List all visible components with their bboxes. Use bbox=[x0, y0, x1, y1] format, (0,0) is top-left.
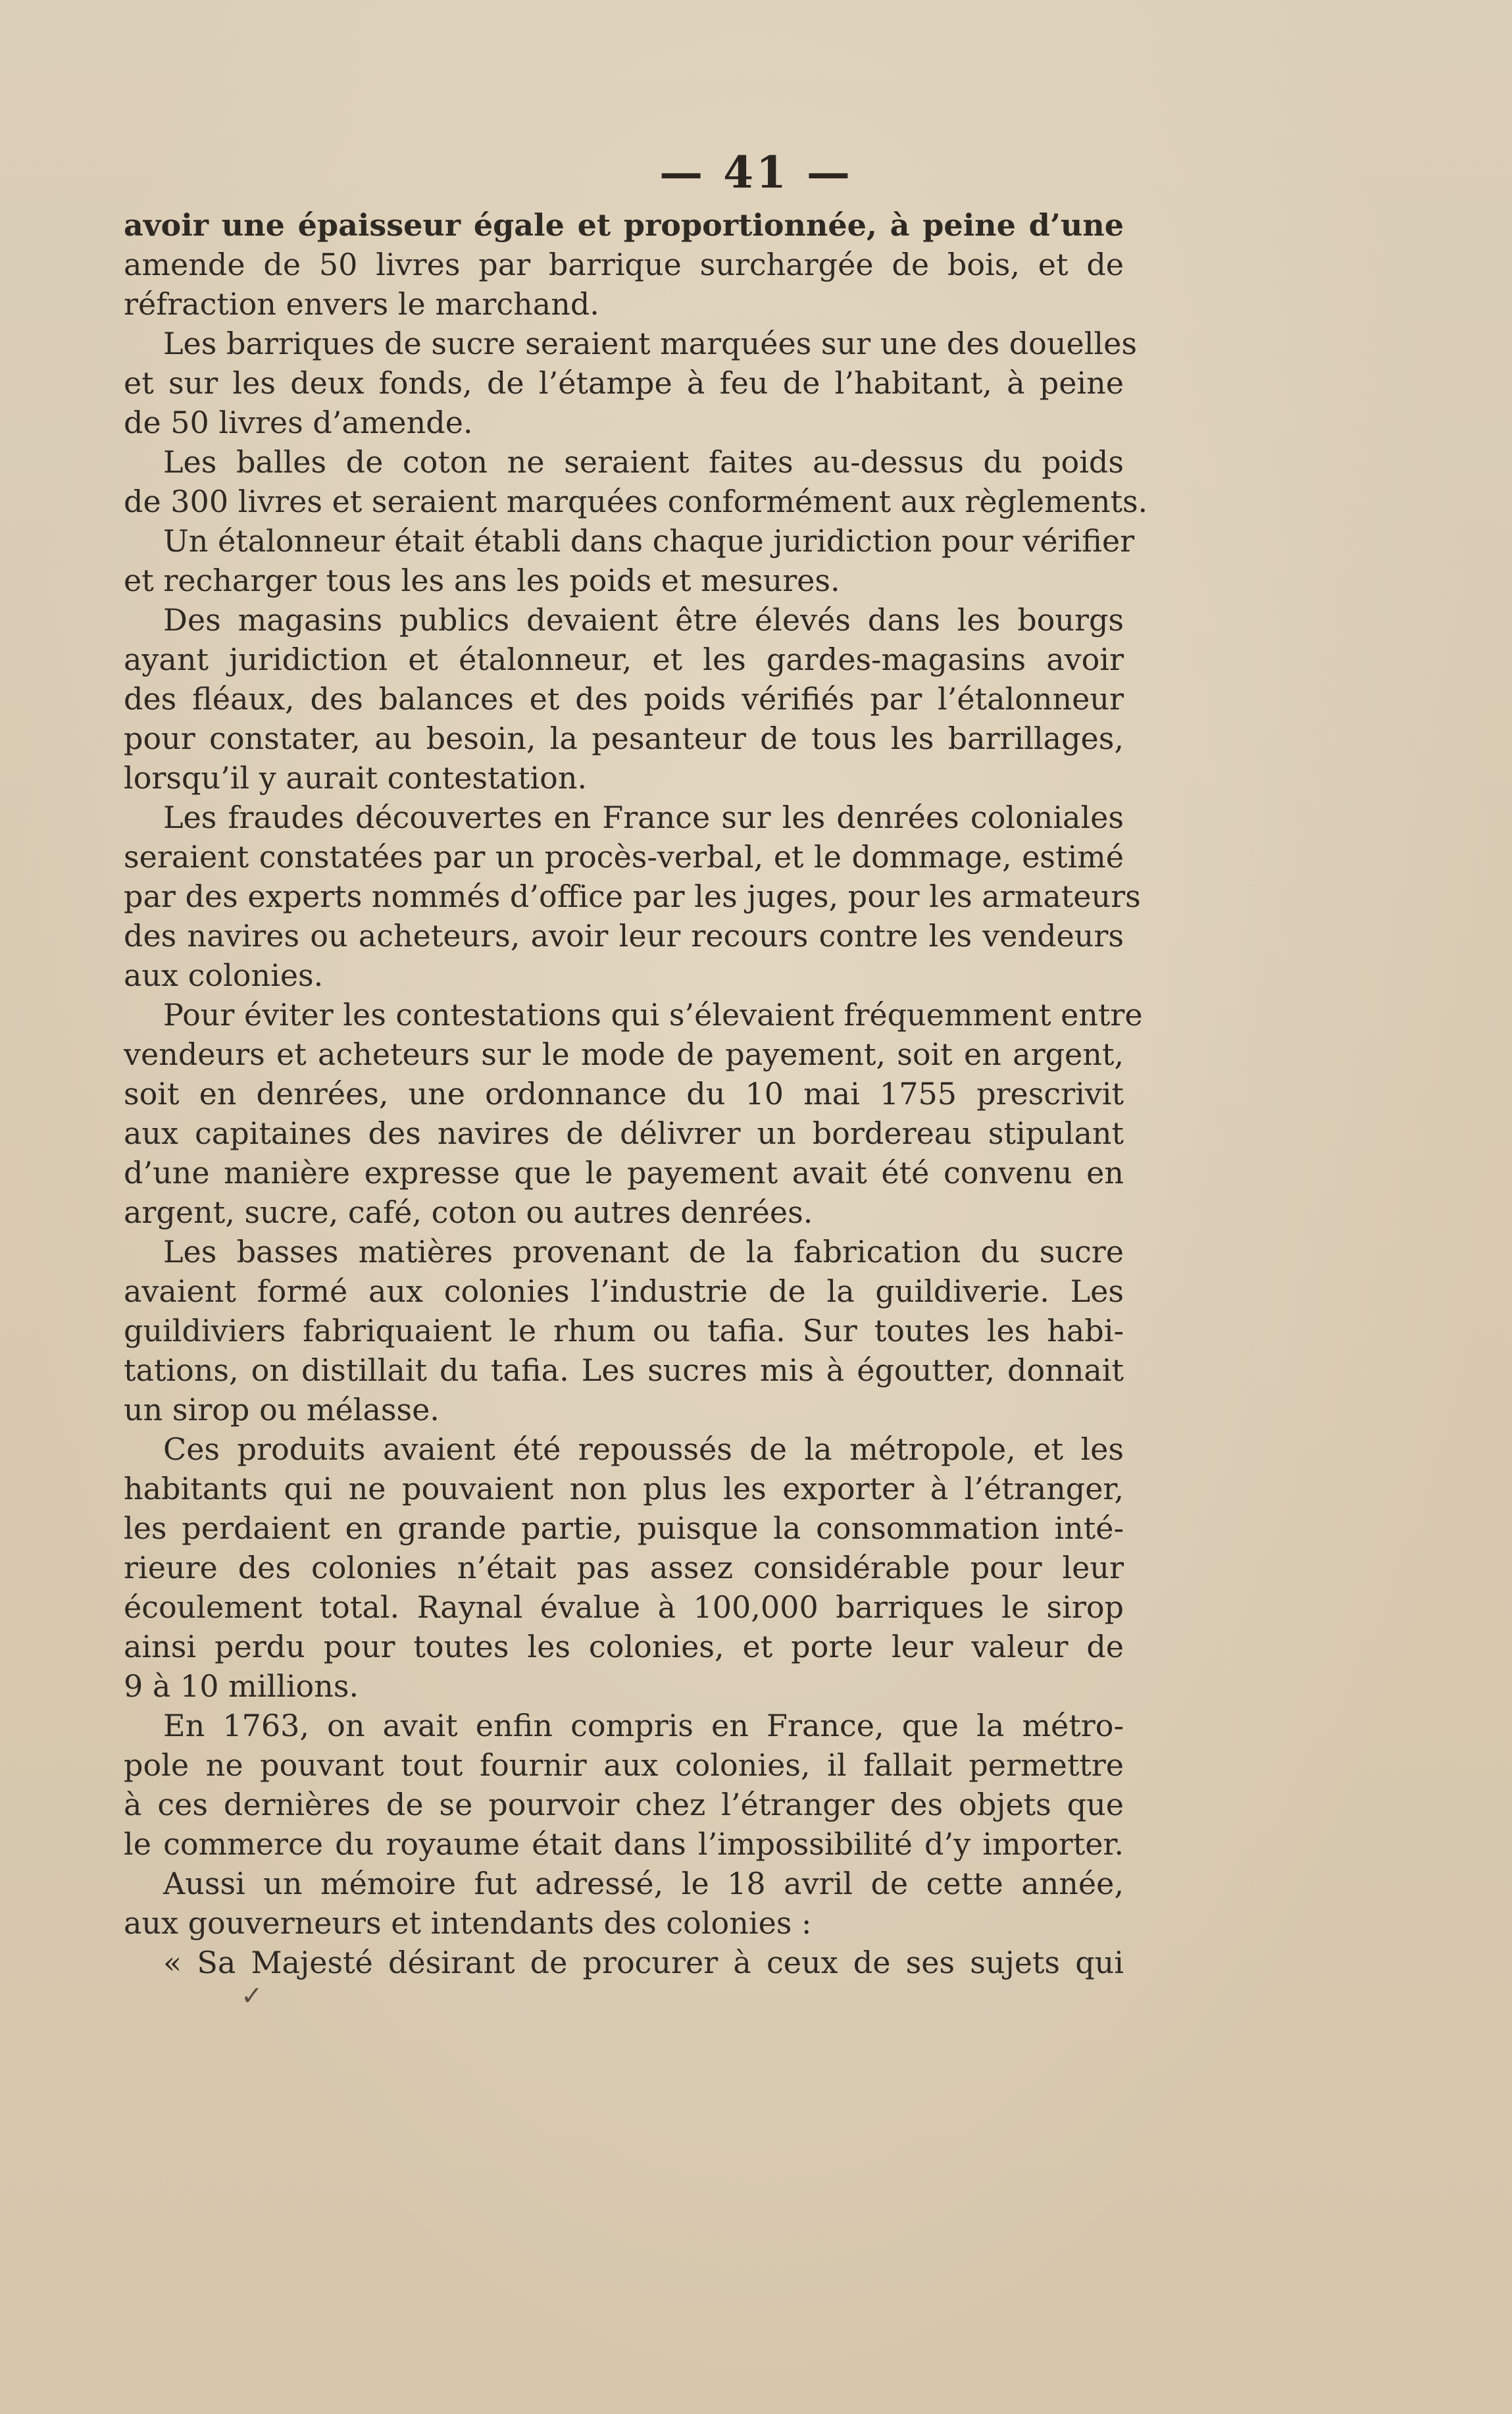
text-line: par des experts nommés d’office par les juges, pour les armateurs bbox=[124, 879, 1141, 914]
text-line: et sur les deux fonds, de l’étampe à feu de l’habitant, à peine bbox=[124, 365, 1124, 401]
text-line: soit en denrées, une ordonnance du 10 mai 1755 prescrivit bbox=[124, 1076, 1124, 1112]
text-line: des fléaux, des balances et des poids vérifiés par l’étalonneur bbox=[124, 681, 1124, 717]
text-line: 9 à 10 millions. bbox=[124, 1668, 359, 1704]
text-line: guildiviers fabriquaient le rhum ou tafia. Sur toutes les habi- bbox=[124, 1313, 1124, 1348]
text-line: aux colonies. bbox=[124, 958, 324, 993]
text-line: Les basses matières provenant de la fabrication du sucre bbox=[163, 1234, 1124, 1270]
text-line: pole ne pouvant tout fournir aux colonies, il fallait permettre bbox=[124, 1747, 1124, 1783]
text-line: seraient constatées par un procès-verbal, et le dommage, estimé bbox=[124, 839, 1124, 875]
text-line: de 300 livres et seraient marquées conformément aux règlements. bbox=[124, 484, 1148, 519]
text-line: Les balles de coton ne seraient faites au-dessus du poids bbox=[163, 444, 1124, 480]
text-line: Les fraudes découvertes en France sur les denrées coloniales bbox=[163, 800, 1124, 835]
text-line: à ces dernières de se pourvoir chez l’étranger des objets que bbox=[124, 1787, 1124, 1822]
text-line: d’une manière expresse que le payement avait été convenu en bbox=[124, 1155, 1124, 1191]
text-line: réfraction envers le marchand. bbox=[124, 286, 599, 322]
text-line: le commerce du royaume était dans l’impossibilité d’y importer. bbox=[124, 1826, 1124, 1862]
text-line: aux capitaines des navires de délivrer un bordereau stipulant bbox=[124, 1116, 1124, 1151]
text-line: écoulement total. Raynal évalue à 100,000 barriques le sirop bbox=[124, 1589, 1124, 1625]
text-line: pour constater, au besoin, la pesanteur de tous les barrillages, bbox=[124, 721, 1124, 756]
text-line: vendeurs et acheteurs sur le mode de payement, soit en argent, bbox=[124, 1037, 1124, 1072]
text-line: rieure des colonies n’était pas assez considérable pour leur bbox=[124, 1550, 1124, 1585]
text-line: habitants qui ne pouvaient non plus les exporter à l’étranger, bbox=[124, 1471, 1124, 1506]
text-line: argent, sucre, café, coton ou autres denrées. bbox=[124, 1194, 813, 1230]
text-line: Pour éviter les contestations qui s’élevaient fréquemment entre bbox=[163, 997, 1143, 1033]
text-line: Des magasins publics devaient être élevés dans les bourgs bbox=[163, 602, 1124, 638]
text-line: avoir une épaisseur égale et proportionnée, à peine d’une bbox=[124, 207, 1124, 243]
text-line: un sirop ou mélasse. bbox=[124, 1392, 440, 1427]
ink-mark: ✓ bbox=[241, 1981, 263, 2011]
text-line: Aussi un mémoire fut adressé, le 18 avril de cette année, bbox=[163, 1866, 1124, 1901]
text-line: « Sa Majesté désirant de procurer à ceux de ses sujets qui bbox=[163, 1945, 1124, 1980]
text-line: des navires ou acheteurs, avoir leur recours contre les vendeurs bbox=[124, 918, 1124, 954]
text-line: Ces produits avaient été repoussés de la métropole, et les bbox=[163, 1431, 1124, 1467]
text-line: ayant juridiction et étalonneur, et les gardes-magasins avoir bbox=[124, 642, 1124, 677]
text-line: amende de 50 livres par barrique surchargée de bois, et de bbox=[124, 247, 1124, 282]
text-line: Un étalonneur était établi dans chaque juridiction pour vérifier bbox=[163, 523, 1135, 559]
text-line: aux gouverneurs et intendants des colonies : bbox=[124, 1905, 812, 1941]
page-number: — 41 — bbox=[659, 147, 853, 198]
text-line: de 50 livres d’amende. bbox=[124, 405, 473, 440]
text-line: avaient formé aux colonies l’industrie de la guildiverie. Les bbox=[124, 1273, 1124, 1309]
text-line: Les barriques de sucre seraient marquées sur une des douelles bbox=[163, 326, 1137, 361]
text-line: ainsi perdu pour toutes les colonies, et porte leur valeur de bbox=[124, 1629, 1124, 1664]
text-line: les perdaient en grande partie, puisque la consommation inté- bbox=[124, 1510, 1124, 1546]
text-line: lorsqu’il y aurait contestation. bbox=[124, 760, 588, 796]
text-line: tations, on distillait du tafia. Les sucres mis à égoutter, donnait bbox=[124, 1352, 1124, 1388]
body-text bbox=[124, 205, 1148, 1982]
text-line: En 1763, on avait enfin compris en France, que la métro- bbox=[163, 1708, 1124, 1743]
text-line: et recharger tous les ans les poids et mesures. bbox=[124, 563, 840, 598]
